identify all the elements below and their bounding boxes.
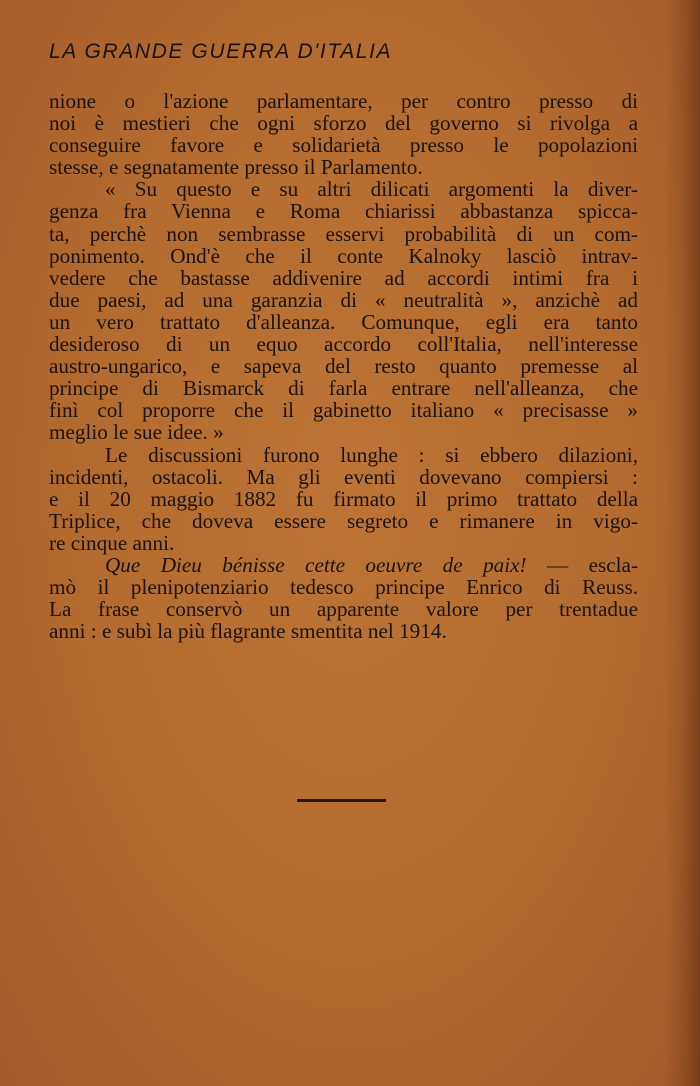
section-rule <box>297 799 386 802</box>
text-line: principe di Bismarck di farla entrare nell'alleanza, che <box>49 376 638 401</box>
text-line: ponimento. Ond'è che il conte Kalnoky lasciò intrav- <box>49 243 638 268</box>
text-line: Le discussioni furono lunghe : si ebbero dilazioni, <box>105 442 638 467</box>
text-line: finì col proporre che il gabinetto italiano « precisasse » <box>49 398 638 423</box>
paragraph-3 <box>49 444 638 554</box>
text-line: austro-ungarico, e sapeva del resto quanto premesse al <box>49 354 638 379</box>
text-line: due paesi, ad una garanzia di « neutralità », anzichè ad <box>49 287 638 312</box>
text-line: e il 20 maggio 1882 fu firmato il primo trattato della <box>49 486 638 511</box>
text-line: stesse, e segnatamente presso il Parlamento. <box>49 155 423 180</box>
body-text <box>49 90 638 642</box>
text-line: re cinque anni. <box>49 530 175 555</box>
text-line: noi è mestieri che ogni sforzo del governo si rivolga a <box>49 111 638 136</box>
text-line: meglio le sue idee. » <box>49 420 224 445</box>
text-line: « Su questo e su altri dilicati argomenti la diver- <box>105 177 638 202</box>
text-line: conseguire favore e solidarietà presso le popolazioni <box>49 133 638 158</box>
text-line: vedere che bastasse addivenire ad accordi intimi fra i <box>49 265 638 290</box>
paragraph-4 <box>49 554 638 642</box>
text-line: incidenti, ostacoli. Ma gli eventi dovevano compiersi : <box>49 464 638 489</box>
text-line: Triplice, che doveva essere segreto e rimanere in vigo- <box>49 508 638 533</box>
text-line: desideroso di un equo accordo coll'Italia, nell'interesse <box>49 332 638 357</box>
italic-quote: Que Dieu bénisse cette oeuvre de paix! <box>105 552 527 577</box>
text-line: La frase conservò un apparente valore per trentadue <box>49 597 638 622</box>
page-edge-shadow <box>664 0 700 1086</box>
paragraph-2 <box>49 178 638 443</box>
text-fragment: — escla- <box>526 552 639 577</box>
running-head: LA GRANDE GUERRA D'ITALIA <box>49 40 393 63</box>
text-line: genza fra Vienna e Roma chiarissi abbastanza spicca- <box>49 199 638 224</box>
text-line: un vero trattato d'alleanza. Comunque, egli era tanto <box>49 309 638 334</box>
text-line: mò il plenipotenziario tedesco principe Enrico di Reuss. <box>49 575 638 600</box>
text-line <box>49 554 638 576</box>
paragraph-1 <box>49 90 638 178</box>
text-line: anni : e subì la più flagrante smentita nel 1914. <box>49 619 447 644</box>
text-line: nione o l'azione parlamentare, per contro presso di <box>49 89 638 113</box>
text-line: ta, perchè non sembrasse esservi probabilità di un com- <box>49 221 638 246</box>
